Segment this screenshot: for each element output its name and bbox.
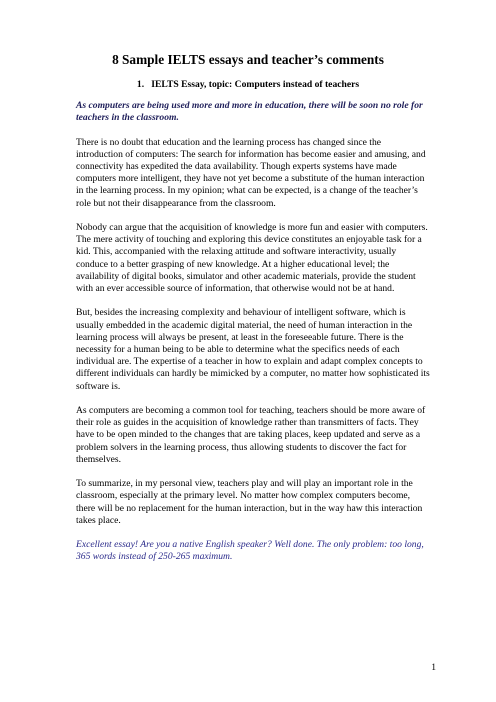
teacher-comment: Excellent essay! Are you a native English speaker? Well done. The only problem: too long, 365 words instead of 250-265 maximum. [76,539,424,563]
essay-paragraph-4: As computers are becoming a common tool for teaching, teachers should be more aware of their role as guides in the acquisition of knowledge rather than transmitters of facts. They have to be open minded to the changes that are taking places, keep updated and serve as a problem solvers in the learning process, thus allowing students to discover the fact for themselves. [76,405,426,465]
essay-prompt: As computers are being used more and more in education, there will be soon no role for teachers in the classroom. [76,100,423,124]
section-heading: 1. IELTS Essay, topic: Computers instead of teachers [136,79,360,90]
essay-paragraph-1: There is no doubt that education and the learning process has changed since the introduction of computers: The search for information has become easier and amusing, and connectivity has expedited the data availability. Though experts systems have made computers more intelligent, they have not yet become a substitute of the human interaction in the learning process. In my opinion; what can be expected, is a change of the teacher’s role but not their disappearance from the classroom. [76,136,426,209]
essay-paragraph-5: To summarize, in my personal view, teachers play and will play an important role in the classroom, especially at the primary level. No matter how complex computers become, there will be no replacement for the human interaction, but in the way haw this interaction takes place. [76,478,423,526]
essay-content [76,100,430,576]
document-title: 8 Sample IELTS essays and teacher’s comments [112,52,384,67]
essay-paragraph-2: Nobody can argue that the acquisition of knowledge is more fun and easier with computers. The mere activity of touching and exploring this device constitutes an enjoyable task for a kid. This, accompanied with the relaxing attitude and software interactivity, usually conduce to a better grasping of new knowledge. At a higher educational level; the availability of digital books, simulator and other academic materials, provide the student with an ever accessible source of information, that otherwise would not be at hand. [76,222,428,295]
essay-paragraph-3: But, besides the increasing complexity and behaviour of intelligent software, which is usually embedded in the academic digital material, the need of human interaction in the learning process will always be present, at least in the foreseeable future. There is the necessity for a human being to be able to determine what the specifics needs of each individual are. The expertise of a teacher in how to explain and adapt complex concepts to different individuals can hardly be mimicked by a computer, no matter how sophisticated its software is. [76,307,430,392]
page-number: 1 [431,662,436,673]
